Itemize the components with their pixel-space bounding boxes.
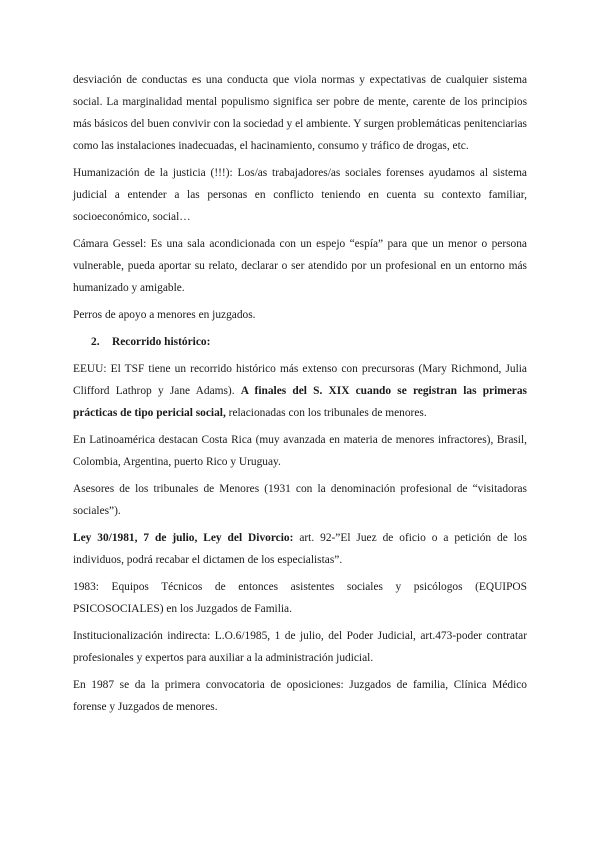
ley-divorcio-bold: Ley 30/1981, 7 de julio, Ley del Divorcio: (73, 532, 294, 544)
ley-divorcio-text: art. 92-”El Juez de oficio o a petición de los individuos, podrá recabar el dictamen de los especialistas”. (73, 532, 527, 566)
document-body (73, 69, 527, 718)
eeuu-tail-text: relacionadas con los tribunales de menores. (228, 407, 427, 419)
paragraph-institucionalizacion: Institucionalización indirecta: L.O.6/1985, 1 de julio, del Poder Judicial, art.473-poder contratar profesionales y expertos para auxiliar a la administración judicial. (73, 630, 527, 664)
paragraph-asesores: Asesores de los tribunales de Menores (1931 con la denominación profesional de “visitadoras sociales”). (73, 483, 527, 517)
paragraph-humanizacion: Humanización de la justicia (!!!): Los/as trabajadores/as sociales forenses ayudamos al sistema judicial a entender a las personas en conflicto teniendo en cuenta su contexto familiar, socioeconómico, social… (73, 167, 527, 223)
paragraph-1987: En 1987 se da la primera convocatoria de oposiciones: Juzgados de familia, Clínica Médico forense y Juzgados de menores. (73, 679, 527, 713)
paragraph-camara-gessel: Cámara Gessel: Es una sala acondicionada con un espejo “espía” para que un menor o persona vulnerable, pueda aportar su relato, declarar o ser atendido por un profesional en un entorno más humanizado y amigable. (73, 238, 527, 294)
paragraph-ley-divorcio (73, 527, 527, 571)
section-title: Recorrido histórico: (112, 336, 211, 348)
eeuu-text: EEUU: El TSF tiene un recorrido histórico más extenso con precursoras (Mary Richmond, Julia Clifford Lathrop y Jane Adams). (73, 363, 527, 397)
eeuu-bold-text: A finales del S. XIX cuando se registran las primeras prácticas de tipo pericial social, (73, 385, 527, 419)
paragraph-latinoamerica: En Latinoamérica destacan Costa Rica (muy avanzada en materia de menores infractores), Brasil, Colombia, Argentina, puerto Rico y Uruguay. (73, 434, 527, 468)
paragraph-desviacion: desviación de conductas es una conducta que viola normas y expectativas de cualquier sistema social. La marginalidad mental populismo significa ser pobre de mente, carente de los principios más básicos del buen convivir con la sociedad y el ambiente. Y surgen problemáticas penitenciarias como las instalaciones inadecuadas, el hacinamiento, consumo y tráfico de drogas, etc. (73, 74, 527, 152)
paragraph-1983: 1983: Equipos Técnicos de entonces asistentes sociales y psicólogos (EQUIPOS PSICOSOCIALES) en los Juzgados de Familia. (73, 581, 527, 615)
section-number: 2. (91, 336, 100, 348)
section-heading (73, 331, 527, 353)
paragraph-perros: Perros de apoyo a menores en juzgados. (73, 309, 256, 321)
paragraph-eeuu (73, 358, 527, 424)
